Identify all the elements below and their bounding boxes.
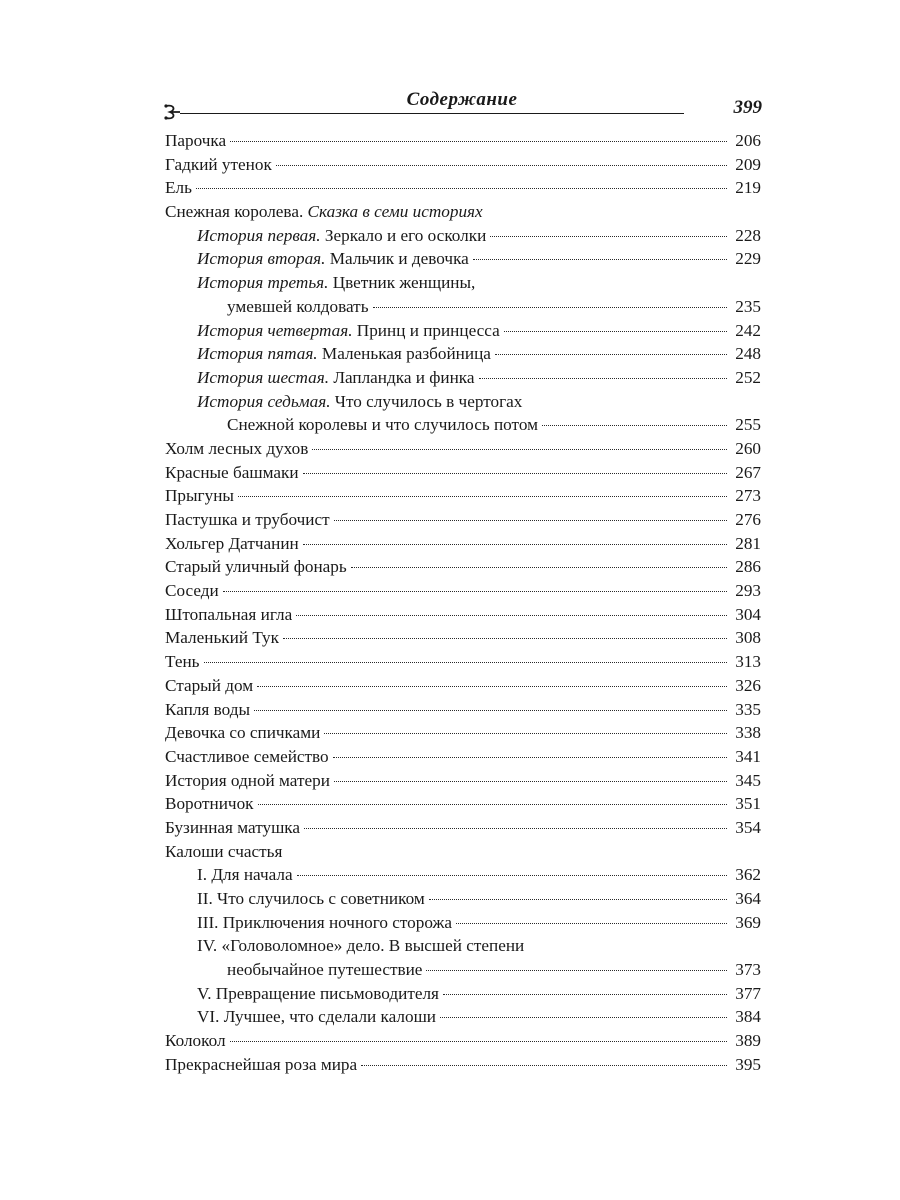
toc-entry-text: V. Превращение письмоводителя bbox=[197, 983, 439, 1003]
toc-entry-page: 273 bbox=[735, 486, 761, 506]
toc-entry-title bbox=[165, 129, 226, 153]
toc-entry-part-label: История четвертая. bbox=[197, 320, 353, 340]
toc-entry-text: Красные башмаки bbox=[165, 462, 299, 482]
toc-entry-title bbox=[165, 1053, 357, 1077]
toc-entry-text: Холм лесных духов bbox=[165, 438, 309, 458]
toc-entry-title bbox=[165, 650, 200, 674]
toc-entry-title bbox=[165, 721, 320, 745]
toc-entry-title bbox=[227, 413, 538, 437]
toc-entry-text: необычайное путешествие bbox=[227, 960, 423, 980]
toc-entry bbox=[165, 224, 761, 248]
toc-entry bbox=[165, 887, 761, 911]
dot-leader bbox=[504, 330, 727, 332]
toc-entry-title bbox=[197, 934, 524, 958]
toc-entry bbox=[165, 555, 761, 579]
toc-entry bbox=[165, 650, 761, 674]
toc-entry-page: 338 bbox=[735, 723, 761, 743]
toc-entry bbox=[165, 413, 761, 437]
toc-entry-title bbox=[165, 437, 308, 461]
dot-leader bbox=[258, 803, 727, 805]
toc-entry-part-label: История вторая. bbox=[197, 249, 326, 269]
dot-leader bbox=[324, 732, 727, 734]
toc-entry bbox=[165, 579, 761, 603]
toc-entry-page: 354 bbox=[735, 817, 761, 837]
toc-entry-title bbox=[165, 176, 192, 200]
toc-entry-title bbox=[197, 887, 425, 911]
toc-entry bbox=[165, 153, 761, 177]
dot-leader bbox=[495, 353, 727, 355]
dot-leader bbox=[238, 495, 727, 497]
dot-leader bbox=[542, 424, 727, 426]
toc-entry-text: Ель bbox=[165, 178, 192, 198]
dot-leader bbox=[230, 1040, 727, 1042]
dot-leader bbox=[254, 709, 727, 711]
toc-entry-text: IV. «Головоломное» дело. В высшей степени bbox=[197, 936, 525, 956]
toc-entry-title bbox=[165, 508, 330, 532]
dot-leader bbox=[296, 614, 727, 616]
toc-entry-text: Парочка bbox=[165, 131, 227, 150]
dot-leader bbox=[429, 898, 727, 900]
toc-entry bbox=[165, 1053, 761, 1077]
dot-leader bbox=[334, 519, 727, 521]
toc-entry bbox=[165, 461, 761, 485]
toc-entry-title bbox=[165, 555, 347, 579]
toc-entry-part-label: История шестая. bbox=[197, 367, 330, 387]
toc-entry-title bbox=[165, 816, 300, 840]
toc-entry-text: умевшей колдовать bbox=[227, 296, 369, 316]
toc-entry-text: Старый уличный фонарь bbox=[165, 557, 347, 577]
toc-entry-page: 373 bbox=[735, 960, 761, 980]
toc-entry bbox=[165, 745, 761, 769]
toc-entry-text: История одной матери bbox=[165, 770, 330, 790]
toc-entry bbox=[165, 200, 761, 224]
toc-entry-title bbox=[165, 745, 329, 769]
toc-entry-page: 304 bbox=[735, 604, 761, 624]
toc-entry-page: 286 bbox=[735, 557, 761, 577]
dot-leader bbox=[426, 969, 727, 971]
toc-entry-text: Хольгер Датчанин bbox=[165, 533, 299, 553]
toc-entry bbox=[165, 626, 761, 650]
toc-entry-page: 335 bbox=[735, 699, 761, 719]
toc-entry-page: 235 bbox=[735, 296, 761, 316]
toc-entry-page: 345 bbox=[735, 770, 761, 790]
toc-entry bbox=[165, 840, 761, 864]
toc-entry-title bbox=[165, 200, 483, 224]
toc-entry-page: 326 bbox=[735, 675, 761, 695]
toc-entry-page: 293 bbox=[735, 581, 761, 601]
toc-entry bbox=[165, 366, 761, 390]
toc-entry-text: Капля воды bbox=[165, 699, 251, 719]
toc-entry-title bbox=[227, 958, 422, 982]
toc-entry-title bbox=[197, 271, 475, 295]
dot-leader bbox=[334, 780, 727, 782]
toc-entry-page: 228 bbox=[735, 225, 761, 245]
toc-entry-text: Счастливое семейство bbox=[165, 746, 329, 766]
toc-entry bbox=[165, 603, 761, 627]
toc-entry-text: Старый дом bbox=[165, 675, 254, 695]
dot-leader bbox=[196, 187, 727, 189]
toc-entry-text: Соседи bbox=[165, 581, 219, 601]
toc-entry-page: 260 bbox=[735, 438, 761, 458]
toc-entry-text: II. Что случилось с советником bbox=[197, 889, 425, 908]
toc-entry-text: Маленькая разбойница bbox=[317, 344, 491, 364]
toc-entry-title bbox=[165, 840, 282, 864]
toc-entry-page: 364 bbox=[735, 889, 761, 908]
toc-entry bbox=[165, 390, 761, 414]
dot-leader bbox=[443, 993, 727, 995]
toc-entry bbox=[165, 769, 761, 793]
dot-leader bbox=[361, 1064, 727, 1066]
toc-entry-title bbox=[197, 863, 293, 887]
toc-entry-part-label: История седьмая. bbox=[197, 391, 331, 411]
toc-entry bbox=[165, 484, 761, 508]
dot-leader bbox=[373, 306, 727, 308]
toc-entry-page: 384 bbox=[735, 1007, 761, 1027]
toc-entry-title bbox=[165, 1029, 226, 1053]
dot-leader bbox=[257, 685, 727, 687]
toc-entry-title bbox=[165, 603, 292, 627]
toc-entry-text: Зеркало и его осколки bbox=[320, 225, 487, 245]
toc-entry-subtitle: Сказка в семи историях bbox=[307, 202, 483, 222]
toc-entry bbox=[165, 698, 761, 722]
toc-entry-title bbox=[197, 247, 469, 271]
dot-leader bbox=[456, 922, 727, 924]
toc-entry-text: Что случилось в чертогах bbox=[330, 391, 523, 411]
toc-entry-text: III. Приключения ночного сторожа bbox=[197, 912, 453, 932]
toc-entry bbox=[165, 176, 761, 200]
toc-entry-text: Тень bbox=[165, 652, 200, 672]
toc-entry-text: Прыгуны bbox=[165, 486, 234, 506]
dot-leader bbox=[230, 140, 727, 142]
toc-entry-text: Маленький Тук bbox=[165, 628, 279, 648]
dot-leader bbox=[333, 756, 727, 758]
toc-entry-title bbox=[165, 532, 299, 556]
dot-leader bbox=[490, 235, 727, 237]
toc-entry bbox=[165, 1005, 761, 1029]
toc-entry-title bbox=[165, 792, 254, 816]
toc-entry bbox=[165, 816, 761, 840]
toc-entry-text: Мальчик и девочка bbox=[325, 249, 469, 269]
toc-entry-title bbox=[197, 319, 500, 343]
toc-entry-text: Цветник женщины, bbox=[328, 273, 476, 293]
toc-entry bbox=[165, 863, 761, 887]
toc-entry-page: 267 bbox=[735, 462, 761, 482]
dot-leader bbox=[303, 543, 727, 545]
toc-entry-page: 206 bbox=[735, 131, 761, 150]
toc-entry-title bbox=[227, 295, 369, 319]
toc-entry-page: 209 bbox=[735, 154, 761, 174]
toc-entry-text: Лапландка и финка bbox=[329, 367, 475, 387]
toc-entry-text: I. Для начала bbox=[197, 865, 293, 885]
toc-entry-page: 313 bbox=[735, 652, 761, 672]
dot-leader bbox=[479, 377, 728, 379]
toc-entry-page: 276 bbox=[735, 510, 761, 529]
toc-entry-part-label: История третья. bbox=[197, 273, 329, 293]
toc-entry-page: 389 bbox=[735, 1031, 761, 1051]
toc-entry bbox=[165, 247, 761, 271]
toc-entry-page: 341 bbox=[735, 746, 761, 766]
toc-entry-page: 248 bbox=[735, 344, 761, 364]
toc-entry-title bbox=[197, 366, 475, 390]
toc-entry-title bbox=[197, 342, 491, 366]
toc-entry-page: 362 bbox=[735, 865, 761, 885]
toc-entry bbox=[165, 129, 761, 153]
toc-entry bbox=[165, 319, 761, 343]
toc-entry-title bbox=[197, 224, 486, 248]
toc-entry bbox=[165, 792, 761, 816]
toc-entry-text: Колокол bbox=[165, 1031, 226, 1051]
toc-entry-page: 281 bbox=[735, 533, 761, 553]
table-of-contents bbox=[165, 129, 761, 1077]
toc-entry-title bbox=[165, 674, 253, 698]
dot-leader bbox=[312, 448, 727, 450]
toc-entry-page: 229 bbox=[735, 249, 761, 269]
toc-entry-title bbox=[197, 911, 452, 935]
toc-entry-title bbox=[165, 626, 279, 650]
toc-entry bbox=[165, 295, 761, 319]
toc-entry-title bbox=[165, 461, 299, 485]
toc-entry bbox=[165, 911, 761, 935]
toc-entry-page: 395 bbox=[735, 1054, 761, 1074]
toc-entry bbox=[165, 982, 761, 1006]
toc-entry bbox=[165, 1029, 761, 1053]
toc-entry-text: Бузинная матушка bbox=[165, 817, 301, 837]
toc-entry-title bbox=[165, 153, 272, 177]
dot-leader bbox=[304, 827, 727, 829]
toc-entry bbox=[165, 508, 761, 532]
toc-entry-page: 369 bbox=[735, 912, 761, 932]
toc-entry-title bbox=[165, 484, 234, 508]
toc-entry-part-label: История первая. bbox=[197, 225, 321, 245]
toc-entry-text: Прекраснейшая роза мира bbox=[165, 1054, 358, 1074]
toc-entry-part-label: История пятая. bbox=[197, 344, 318, 364]
header-rule bbox=[180, 113, 684, 114]
toc-entry-page: 242 bbox=[735, 320, 761, 340]
dot-leader bbox=[204, 661, 727, 663]
dot-leader bbox=[351, 566, 727, 568]
toc-entry-page: 219 bbox=[735, 178, 761, 198]
toc-entry bbox=[165, 721, 761, 745]
toc-entry bbox=[165, 271, 761, 295]
toc-entry-title bbox=[197, 1005, 436, 1029]
toc-entry-page: 308 bbox=[735, 628, 761, 648]
toc-entry-text: Снежной королевы и что случилось потом bbox=[227, 415, 538, 435]
toc-entry bbox=[165, 532, 761, 556]
toc-entry-text: Гадкий утенок bbox=[165, 154, 272, 174]
toc-entry-page: 255 bbox=[735, 415, 761, 435]
toc-entry-page: 377 bbox=[735, 983, 761, 1003]
toc-entry bbox=[165, 437, 761, 461]
toc-entry-text: Снежная королева. bbox=[165, 202, 308, 222]
toc-entry-text: Принц и принцесса bbox=[352, 320, 500, 340]
toc-entry-text: Калоши счастья bbox=[165, 841, 283, 861]
page-title: Содержание bbox=[406, 89, 518, 110]
dot-leader bbox=[283, 637, 727, 639]
toc-entry bbox=[165, 674, 761, 698]
toc-entry bbox=[165, 934, 761, 958]
dot-leader bbox=[276, 164, 727, 166]
toc-entry-text: Девочка со спичками bbox=[165, 723, 321, 743]
toc-entry-title bbox=[197, 982, 439, 1006]
toc-entry-text: Пастушка и трубочист bbox=[165, 510, 330, 529]
dot-leader bbox=[440, 1016, 727, 1018]
toc-entry bbox=[165, 342, 761, 366]
toc-entry-text: Штопальная игла bbox=[165, 604, 293, 624]
toc-entry-title bbox=[165, 769, 330, 793]
page-number: 399 bbox=[733, 97, 762, 118]
toc-entry-title bbox=[165, 579, 219, 603]
dot-leader bbox=[303, 472, 727, 474]
toc-entry-text: Воротничок bbox=[165, 794, 254, 814]
running-header bbox=[162, 84, 762, 124]
toc-entry-text: VI. Лучшее, что сделали калоши bbox=[197, 1007, 437, 1027]
toc-entry-title bbox=[197, 390, 522, 414]
toc-entry-page: 252 bbox=[735, 367, 761, 387]
toc-entry-title bbox=[165, 698, 250, 722]
dot-leader bbox=[473, 258, 727, 260]
toc-entry-page: 351 bbox=[735, 794, 761, 814]
dot-leader bbox=[223, 590, 727, 592]
dot-leader bbox=[297, 874, 727, 876]
toc-entry bbox=[165, 958, 761, 982]
